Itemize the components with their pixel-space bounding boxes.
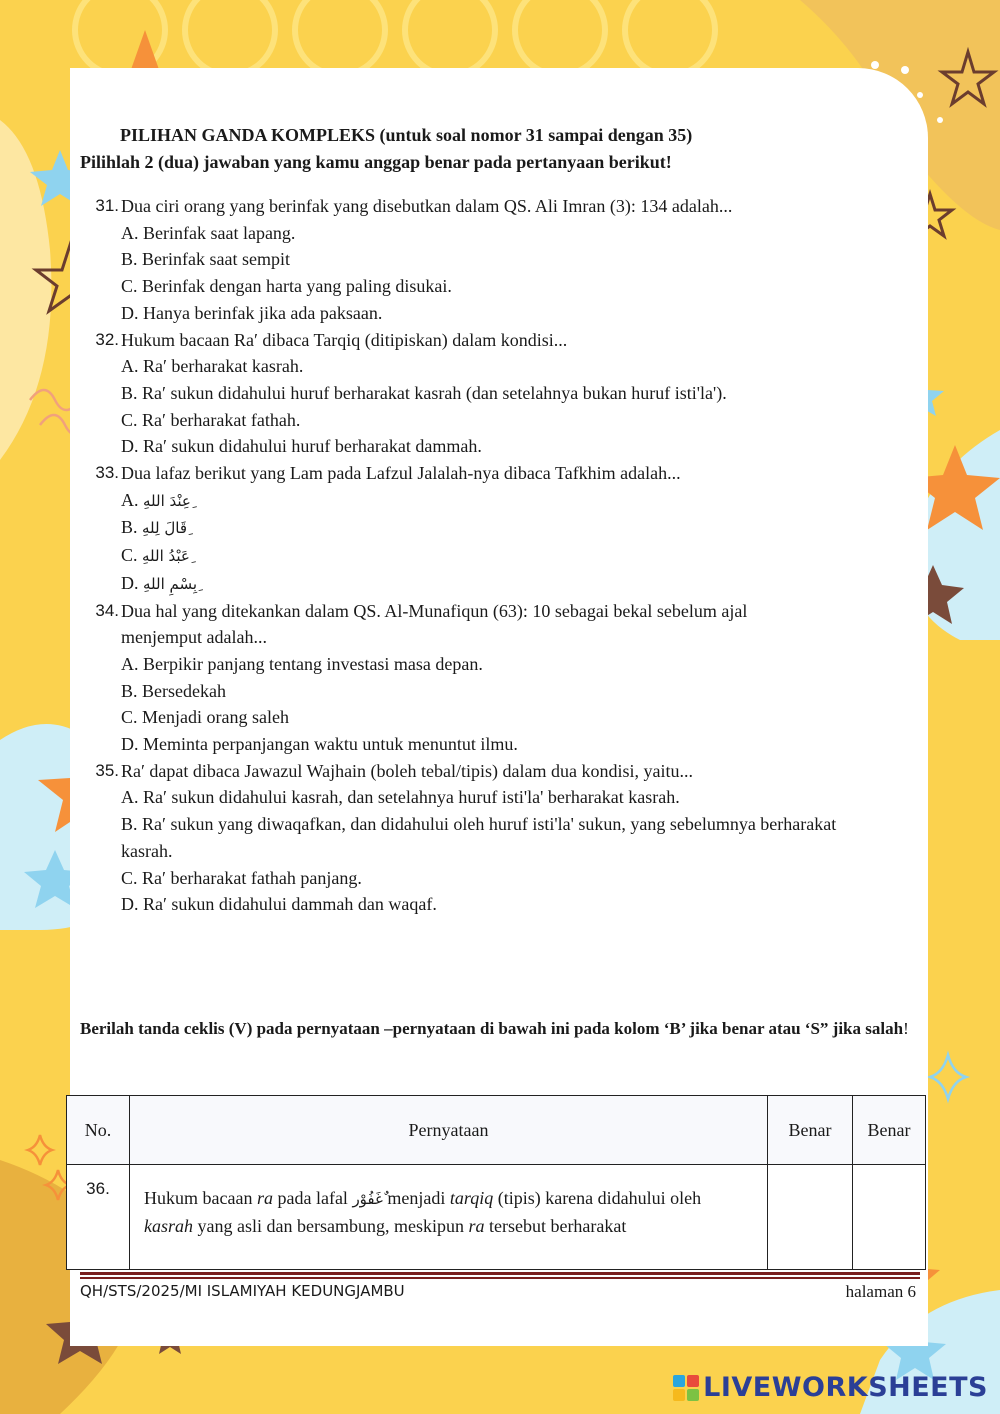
option-a[interactable]: A. Ra′ berharakat kasrah. [121,356,304,377]
question-32 [80,327,920,461]
option-arabic: ِبِسْمِ اللهِ [143,574,198,593]
footer-divider-2 [80,1277,920,1279]
cell-benar2-checkbox[interactable] [853,1165,926,1270]
arabic-word: ٌغَفُوْر [352,1190,383,1208]
cell-benar-checkbox[interactable] [768,1165,853,1270]
question-text: Dua hal yang ditekankan dalam QS. Al-Munafiqun (63): 10 sebagai bekal sebelum ajal menjemput adalah... [121,600,748,648]
table-row [67,1165,926,1270]
option-d[interactable]: D. Ra′ sukun didahului dammah dan waqaf. [121,894,437,915]
section-instruction: Pilihlah 2 (dua) jawaban yang kamu anggap benar pada pertanyaan berikut! [80,152,672,172]
question-34 [80,598,920,758]
row-statement: Hukum bacaan ra pada lafal ٌغَفُوْر menjadi tarqiq (tipis) karena didahului oleh kasrah yang asli dan bersambung, meskipun ra tersebut berharakat [130,1165,768,1270]
question-number: 34. [95,600,119,620]
option-c[interactable]: C. Ra′ berharakat fathah. [121,409,301,430]
option-b[interactable]: B. Ra′ sukun didahului huruf berharakat kasrah (dan setelahnya bukan huruf isti'la'). [121,382,727,403]
question-31 [80,193,920,327]
option-b[interactable]: B. Berinfak saat sempit [121,249,290,270]
header-benar: Benar [768,1096,853,1165]
option-d[interactable]: D. Hanya berinfak jika ada paksaan. [121,302,383,323]
question-text: Ra′ dapat dibaca Jawazul Wajhain (boleh tebal/tipis) dalam dua kondisi, yaitu... [121,760,693,781]
section2-instruction: Berilah tanda ceklis (V) pada pernyataan –pernyataan di bawah ini pada kolom ‘B’ jika benar atau ‘S” jika salah! [80,1019,909,1038]
table-header-row [67,1096,926,1165]
option-arabic: ِقَالَ لِلهِ [142,519,188,538]
question-text: Hukum bacaan Ra′ dibaca Tarqiq (ditipiskan) dalam kondisi... [121,329,568,350]
option-letter: A. [121,489,139,510]
option-b[interactable]: B. Bersedekah [121,680,226,701]
option-arabic: ِعِنْدَ اللهِ [143,491,191,510]
worksheet-content [80,122,920,918]
row-number: 36. [67,1165,130,1270]
header-pernyataan: Pernyataan [130,1096,768,1165]
footer-code: QH/STS/2025/MI ISLAMIYAH KEDUNGJAMBU [80,1282,405,1300]
option-letter: B. [121,517,138,538]
page-number: halaman 6 [845,1282,916,1301]
question-list [80,193,920,918]
question-number: 35. [95,760,119,780]
option-d[interactable]: D. Ra′ sukun didahului huruf berharakat dammah. [121,436,482,457]
option-c[interactable] [80,542,920,570]
question-number: 31. [95,196,119,215]
liveworksheets-wordmark: LIVEWORKSHEETS [703,1372,988,1403]
option-c[interactable]: C. Ra′ berharakat fathah panjang. [121,867,362,888]
option-c[interactable]: C. Menjadi orang saleh [121,707,289,728]
section-title: PILIHAN GANDA KOMPLEKS (untuk soal nomor 31 sampai dengan 35) [120,125,693,145]
liveworksheets-logo[interactable] [673,1372,988,1403]
option-a[interactable] [80,487,920,515]
question-number: 32. [95,329,119,349]
statement-table [66,1095,926,1270]
option-letter: C. [121,545,138,566]
footer-divider [80,1272,920,1275]
option-b[interactable] [80,514,920,542]
question-33 [80,460,920,598]
option-arabic: ِعَبْدُ اللهِ [142,547,190,566]
option-a[interactable]: A. Berpikir panjang tentang investasi masa depan. [121,653,483,674]
option-c[interactable]: C. Berinfak dengan harta yang paling disukai. [121,276,452,297]
liveworksheets-icon [673,1375,699,1401]
question-text: Dua lafaz berikut yang Lam pada Lafzul Jalalah-nya dibaca Tafkhim adalah... [121,463,681,484]
question-35 [80,758,920,918]
option-a[interactable]: A. Berinfak saat lapang. [121,222,296,243]
header-no: No. [67,1096,130,1165]
option-letter: D. [121,572,139,593]
option-d[interactable] [80,570,920,598]
option-b[interactable]: B. Ra′ sukun yang diwaqafkan, dan didahului oleh huruf isti'la' sukun, yang sebelumnya berharakat kasrah. [121,814,837,861]
header-benar-2: Benar [853,1096,926,1165]
question-number: 33. [95,463,119,483]
option-a[interactable]: A. Ra′ sukun didahului kasrah, dan setelahnya huruf isti'la' berharakat kasrah. [121,787,680,808]
option-d[interactable]: D. Meminta perpanjangan waktu untuk menuntut ilmu. [121,734,518,755]
question-text: Dua ciri orang yang berinfak yang disebutkan dalam QS. Ali Imran (3): 134 adalah... [121,196,733,216]
